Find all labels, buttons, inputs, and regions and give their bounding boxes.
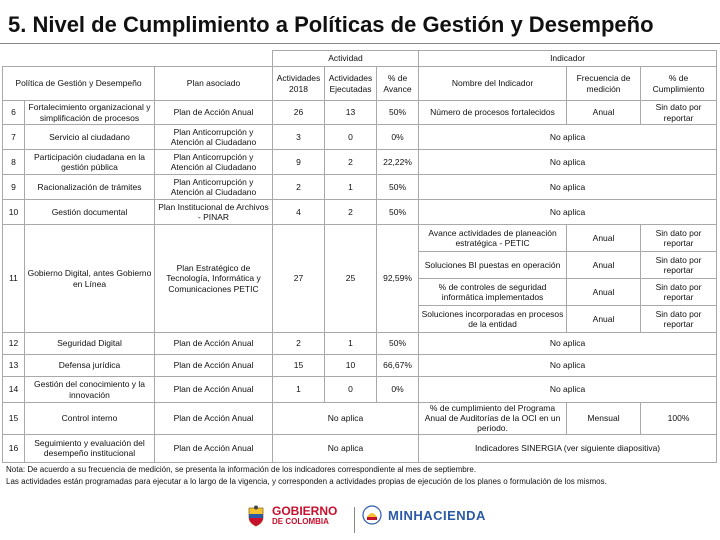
avance-cell: 0% xyxy=(377,377,419,403)
plan-cell: Plan Anticorrupción y Atención al Ciudadano xyxy=(155,150,273,175)
no-aplica-cell: No aplica xyxy=(273,434,419,462)
table-row xyxy=(3,150,717,175)
ejecutadas-cell: 0 xyxy=(325,125,377,150)
table-row xyxy=(3,333,717,355)
table-row xyxy=(3,434,717,462)
ejecutadas-cell: 10 xyxy=(325,355,377,377)
indicador-cell: % de controles de seguridad informática implementados xyxy=(419,279,567,306)
actividades-cell: 26 xyxy=(273,101,325,125)
politica-cell: Racionalización de trámites xyxy=(25,175,155,200)
ejecutadas-cell: 1 xyxy=(325,333,377,355)
minhacienda-crest-icon xyxy=(362,505,382,525)
minhacienda-logo xyxy=(362,505,486,525)
cumplimiento-cell: Sin dato por reportar xyxy=(641,279,717,306)
colombia-crest-icon xyxy=(246,505,266,527)
table-row xyxy=(3,225,717,252)
title-divider xyxy=(0,43,720,44)
no-aplica-cell: No aplica xyxy=(419,377,717,403)
ejecutadas-cell: 2 xyxy=(325,200,377,225)
table-row xyxy=(3,175,717,200)
no-aplica-cell: No aplica xyxy=(419,200,717,225)
avance-cell: 50% xyxy=(377,333,419,355)
politica-cell: Servicio al ciudadano xyxy=(25,125,155,150)
ejecutadas-cell: 25 xyxy=(325,225,377,333)
politica-cell: Control interno xyxy=(25,403,155,435)
table-row xyxy=(3,125,717,150)
row-number: 16 xyxy=(3,434,25,462)
plan-cell: Plan de Acción Anual xyxy=(155,333,273,355)
minhacienda-text: MINHACIENDA xyxy=(388,507,486,523)
no-aplica-cell: No aplica xyxy=(419,355,717,377)
row-number: 7 xyxy=(3,125,25,150)
politica-cell: Participación ciudadana en la gestión pública xyxy=(25,150,155,175)
plan-cell: Plan de Acción Anual xyxy=(155,355,273,377)
header-avance: % de Avance xyxy=(377,67,419,101)
plan-cell: Plan de Acción Anual xyxy=(155,403,273,435)
row-number: 15 xyxy=(3,403,25,435)
politica-cell: Gestión documental xyxy=(25,200,155,225)
actividades-cell: 2 xyxy=(273,175,325,200)
indicador-cell: Indicadores SINERGIA (ver siguiente diapositiva) xyxy=(419,434,717,462)
ejecutadas-cell: 13 xyxy=(325,101,377,125)
cumplimiento-cell: Sin dato por reportar xyxy=(641,225,717,252)
politica-cell: Defensa jurídica xyxy=(25,355,155,377)
indicador-cell: Avance actividades de planeación estratégica - PETIC xyxy=(419,225,567,252)
plan-cell: Plan de Acción Anual xyxy=(155,377,273,403)
avance-cell: 92,59% xyxy=(377,225,419,333)
header-frecuencia: Frecuencia de medición xyxy=(567,67,641,101)
avance-cell: 0% xyxy=(377,125,419,150)
frecuencia-cell: Anual xyxy=(567,306,641,333)
avance-cell: 66,67% xyxy=(377,355,419,377)
actividades-cell: 9 xyxy=(273,150,325,175)
gobierno-logo xyxy=(246,505,337,527)
plan-cell: Plan Anticorrupción y Atención al Ciudadano xyxy=(155,125,273,150)
header-politica: Política de Gestión y Desempeño xyxy=(3,67,155,101)
indicador-cell: % de cumplimiento del Programa Anual de Auditorías de la OCI en un periodo. xyxy=(419,403,567,435)
row-number: 8 xyxy=(3,150,25,175)
logo-divider xyxy=(354,507,355,533)
avance-cell: 50% xyxy=(377,101,419,125)
table-row xyxy=(3,101,717,125)
row-number: 14 xyxy=(3,377,25,403)
header-nombre-indicador: Nombre del Indicador xyxy=(419,67,567,101)
indicador-cell: Soluciones incorporadas en procesos de la entidad xyxy=(419,306,567,333)
actividades-cell: 27 xyxy=(273,225,325,333)
table-row xyxy=(3,403,717,435)
politica-cell: Fortalecimiento organizacional y simplificación de procesos xyxy=(25,101,155,125)
footnote-line-1: Nota: De acuerdo a su frecuencia de medición, se presenta la información de los indicadores correspondiente al mes de septiembre. xyxy=(6,465,477,474)
header-indicador: Indicador xyxy=(419,51,717,67)
gobierno-text: GOBIERNO xyxy=(272,503,338,518)
ejecutadas-cell: 0 xyxy=(325,377,377,403)
plan-cell: Plan Anticorrupción y Atención al Ciudadano xyxy=(155,175,273,200)
header-cumplimiento: % de Cumplimiento xyxy=(641,67,717,101)
no-aplica-cell: No aplica xyxy=(419,333,717,355)
plan-cell: Plan Institucional de Archivos - PINAR xyxy=(155,200,273,225)
policies-table xyxy=(2,50,717,463)
actividades-cell: 15 xyxy=(273,355,325,377)
ejecutadas-cell: 2 xyxy=(325,150,377,175)
politica-cell: Gobierno Digital, antes Gobierno en Línea xyxy=(25,225,155,333)
cumplimiento-cell: Sin dato por reportar xyxy=(641,101,717,125)
row-number: 12 xyxy=(3,333,25,355)
frecuencia-cell: Anual xyxy=(567,225,641,252)
table-row xyxy=(3,377,717,403)
avance-cell: 50% xyxy=(377,175,419,200)
footer-logos xyxy=(0,497,720,540)
no-aplica-cell: No aplica xyxy=(419,125,717,150)
footnote xyxy=(6,464,716,487)
cumplimiento-cell: Sin dato por reportar xyxy=(641,306,717,333)
actividades-cell: 3 xyxy=(273,125,325,150)
page-title: 5. Nivel de Cumplimiento a Políticas de Gestión y Desempeño xyxy=(8,12,654,37)
indicador-cell: Soluciones BI puestas en operación xyxy=(419,252,567,279)
indicador-cell: Número de procesos fortalecidos xyxy=(419,101,567,125)
row-number: 6 xyxy=(3,101,25,125)
row-number: 13 xyxy=(3,355,25,377)
cumplimiento-cell: 100% xyxy=(641,403,717,435)
frecuencia-cell: Anual xyxy=(567,101,641,125)
row-number: 10 xyxy=(3,200,25,225)
no-aplica-cell: No aplica xyxy=(419,175,717,200)
header-actividades-2018: Actividades 2018 xyxy=(273,67,325,101)
header-plan: Plan asociado xyxy=(155,67,273,101)
actividades-cell: 2 xyxy=(273,333,325,355)
frecuencia-cell: Anual xyxy=(567,279,641,306)
row-number: 9 xyxy=(3,175,25,200)
frecuencia-cell: Anual xyxy=(567,252,641,279)
politica-cell: Seguimiento y evaluación del desempeño institucional xyxy=(25,434,155,462)
header-actividad: Actividad xyxy=(273,51,419,67)
footnote-line-2: Las actividades están programadas para ejecutar a lo largo de la vigencia, y corresponden a actividades propias de ejecución de los planes o formulación de los mismos. xyxy=(6,476,607,486)
frecuencia-cell: Mensual xyxy=(567,403,641,435)
gobierno-sub-text: DE COLOMBIA xyxy=(272,517,329,527)
plan-cell: Plan de Acción Anual xyxy=(155,434,273,462)
plan-cell: Plan Estratégico de Tecnología, Informática y Comunicaciones PETIC xyxy=(155,225,273,333)
avance-cell: 50% xyxy=(377,200,419,225)
avance-cell: 22,22% xyxy=(377,150,419,175)
table-row xyxy=(3,355,717,377)
politica-cell: Gestión del conocimiento y la innovación xyxy=(25,377,155,403)
header-ejecutadas: Actividades Ejecutadas xyxy=(325,67,377,101)
no-aplica-cell: No aplica xyxy=(419,150,717,175)
ejecutadas-cell: 1 xyxy=(325,175,377,200)
row-number: 11 xyxy=(3,225,25,333)
plan-cell: Plan de Acción Anual xyxy=(155,101,273,125)
politica-cell: Seguridad Digital xyxy=(25,333,155,355)
actividades-cell: 1 xyxy=(273,377,325,403)
table-row xyxy=(3,200,717,225)
cumplimiento-cell: Sin dato por reportar xyxy=(641,252,717,279)
no-aplica-cell: No aplica xyxy=(273,403,419,435)
actividades-cell: 4 xyxy=(273,200,325,225)
